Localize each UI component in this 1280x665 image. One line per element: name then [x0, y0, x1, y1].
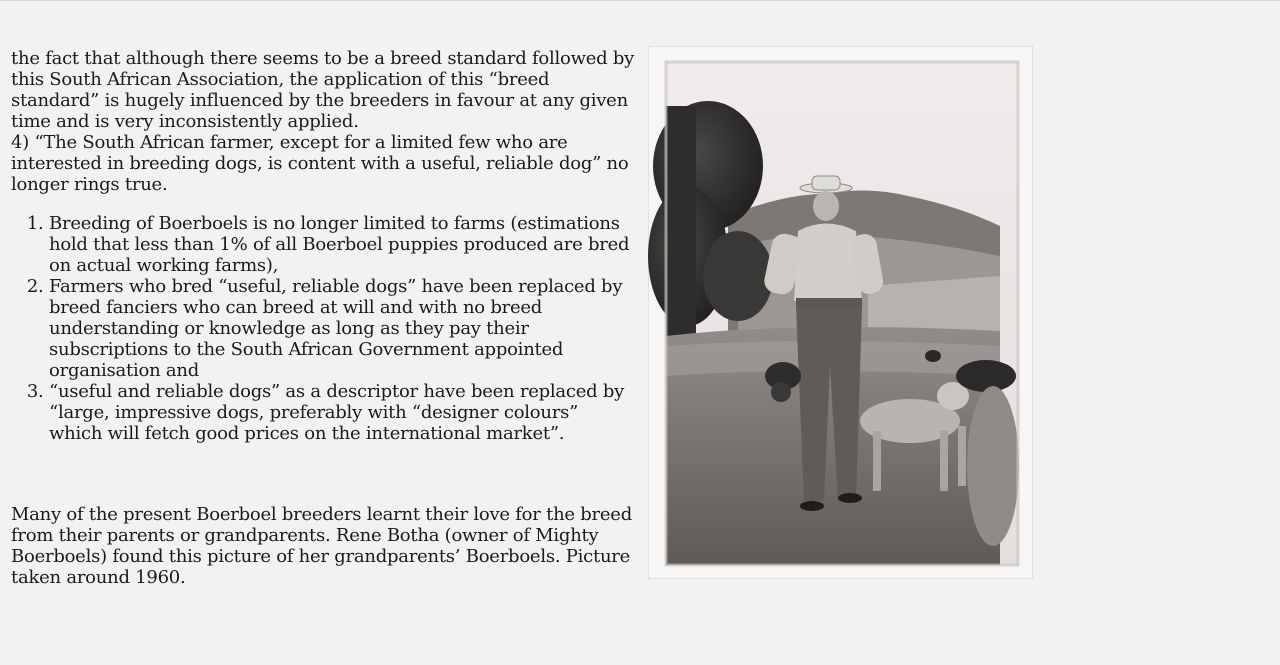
top-divider	[0, 0, 1280, 1]
list-item: 1. Breeding of Boerboels is no longer limited to farms (estimations hold that less than 1% of all Boerboel puppies produced are bred on actual working farms),	[49, 213, 636, 276]
vintage-photo	[648, 46, 1033, 579]
intro-paragraph: the fact that although there seems to be a breed standard followed by this South African Association, the application of this “breed standard” is hugely influenced by the breeders in favour at any given time and is very inconsistently applied.	[11, 48, 635, 132]
section-spacer	[11, 444, 636, 504]
paragraph-spacer	[11, 195, 636, 213]
article-text-column	[11, 48, 636, 588]
numbered-list	[11, 213, 636, 444]
closing-paragraph: Many of the present Boerboel breeders learnt their love for the breed from their parents or grandparents. Rene Botha (owner of Mighty Boerboels) found this picture of her grandparents’ Boerboels. Picture taken around 1960.	[11, 504, 632, 588]
list-item: 2. Farmers who bred “useful, reliable dogs” have been replaced by breed fanciers who can breed at will and with no breed understanding or knowledge as long as they pay their subscriptions to the South African Government appointed organisation and	[49, 276, 636, 381]
point-four-paragraph: 4) “The South African farmer, except for a limited few who are interested in breeding dogs, is content with a useful, reliable dog” no longer rings true.	[11, 132, 629, 195]
list-item: 3. “useful and reliable dogs” as a descriptor have been replaced by “large, impressive dogs, preferably with “designer colours” which will fetch good prices on the international market”.	[49, 381, 636, 444]
